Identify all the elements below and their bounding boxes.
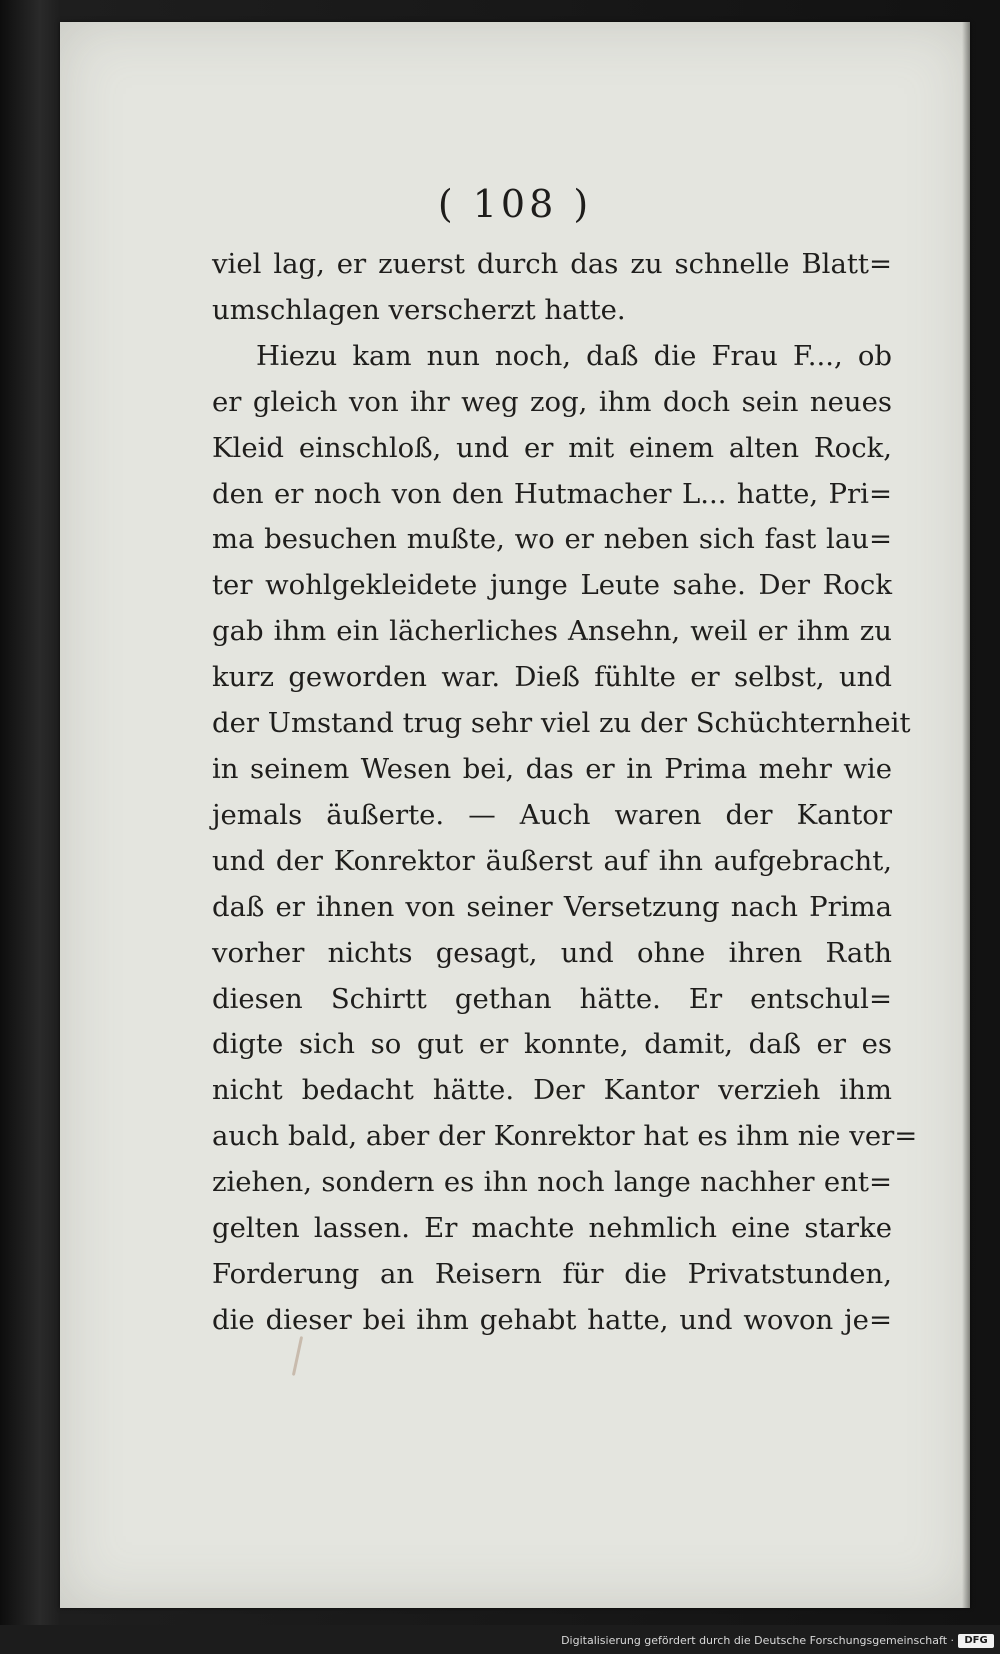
- page-edge-shadow: [962, 22, 970, 1608]
- text-line: den er noch von den Hutmacher L... hatte, Pri=: [212, 477, 892, 510]
- page-number: ( 108 ): [437, 182, 593, 226]
- text-line: kurz geworden war. Dieß fühlte er selbst, und: [212, 661, 892, 694]
- text-line: ter wohlgekleidete junge Leute sahe. Der Rock: [212, 569, 892, 602]
- text-line: die dieser bei ihm gehabt hatte, und wovon je=: [212, 1303, 892, 1336]
- text-line: Hiezu kam nun noch, daß die Frau F..., ob: [256, 339, 892, 372]
- text-line: umschlagen verscherzt hatte.: [212, 293, 626, 326]
- text-line: und der Konrektor äußerst auf ihn aufgebracht,: [212, 844, 892, 877]
- text-line: jemals äußerte. — Auch waren der Kantor: [212, 798, 892, 831]
- text-line: daß er ihnen von seiner Versetzung nach Prima: [212, 890, 892, 923]
- text-line: der Umstand trug sehr viel zu der Schüchternheit: [212, 707, 911, 740]
- text-line: nicht bedacht hätte. Der Kantor verzieh ihm: [212, 1074, 892, 1107]
- digitization-credit: Digitalisierung gefördert durch die Deutsche Forschungsgemeinschaft ·: [561, 1634, 954, 1647]
- text-line: ma besuchen mußte, wo er neben sich fast lau=: [212, 523, 892, 556]
- text-line: auch bald, aber der Konrektor hat es ihm nie ver=: [212, 1120, 918, 1153]
- text-line: vorher nichts gesagt, und ohne ihren Rath: [212, 936, 892, 969]
- text-line: diesen Schirtt gethan hätte. Er entschul=: [212, 982, 892, 1015]
- text-line: gelten lassen. Er machte nehmlich eine starke: [212, 1212, 892, 1245]
- text-line: gab ihm ein lächerliches Ansehn, weil er ihm zu: [212, 615, 892, 648]
- text-line: in seinem Wesen bei, das er in Prima mehr wie: [212, 752, 892, 785]
- body-text: [212, 242, 918, 1344]
- dfg-logo: DFG: [958, 1634, 994, 1648]
- text-line: er gleich von ihr weg zog, ihm doch sein neues: [212, 385, 892, 418]
- text-line: ziehen, sondern es ihn noch lange nachher ent=: [212, 1166, 892, 1199]
- text-line: viel lag, er zuerst durch das zu schnelle Blatt=: [212, 248, 892, 280]
- text-line: Forderung an Reisern für die Privatstunden,: [212, 1257, 892, 1290]
- text-line: Kleid einschloß, und er mit einem alten Rock,: [212, 431, 892, 464]
- text-line: digte sich so gut er konnte, damit, daß er es: [212, 1028, 892, 1061]
